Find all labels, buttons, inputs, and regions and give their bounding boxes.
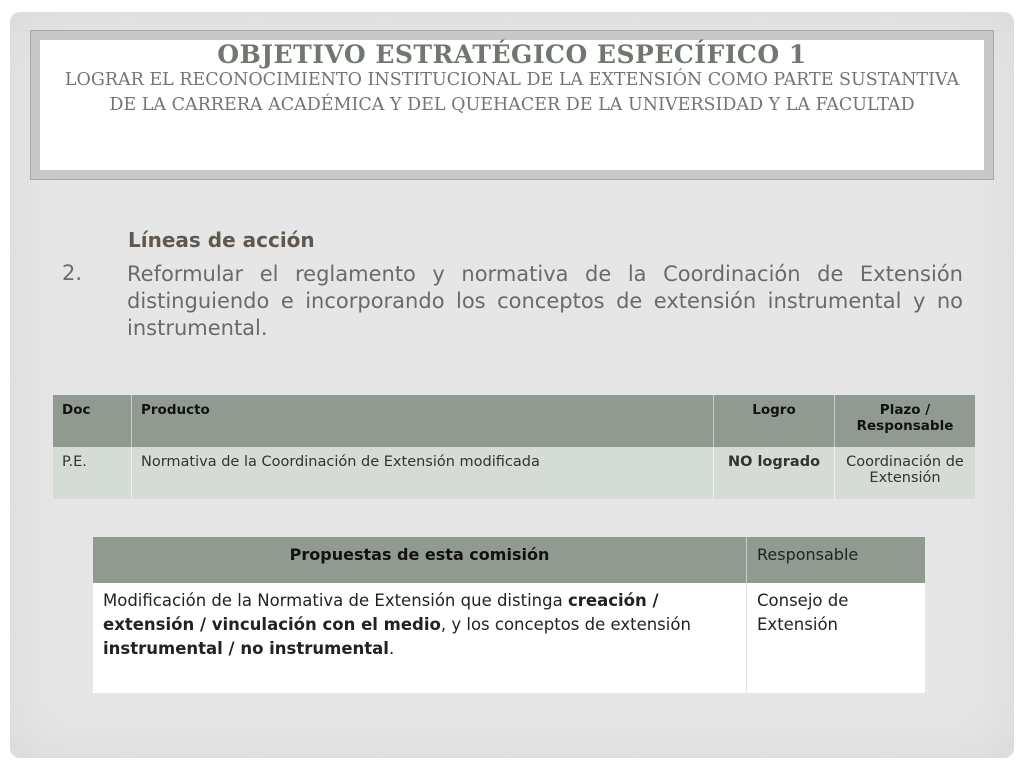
page-title: OBJETIVO ESTRATÉGICO ESPECÍFICO 1 — [217, 40, 807, 69]
title-box — [31, 31, 993, 179]
proposal-text-3: . — [388, 639, 395, 658]
header-producto: Producto — [132, 395, 714, 447]
page-subtitle: LOGRAR EL RECONOCIMIENTO INSTITUCIONAL DE LA EXTENSIÓN COMO PARTE SUSTANTIVA DE LA CARRERA ACADÉMICA Y DEL QUEHACER DE LA UNIVERSIDAD Y LA FACULTAD — [64, 70, 960, 115]
table-header-row — [93, 537, 925, 583]
proposal-text-1: Modificación de la Normativa de Extensión que distinga — [103, 591, 568, 610]
proposal-bold-1: creación / extensión / vinculación con el medio — [103, 591, 659, 634]
header-doc: Doc — [53, 395, 132, 447]
header-logro: Logro — [714, 395, 835, 447]
product-table — [53, 395, 975, 499]
cell-doc: P.E. — [53, 447, 132, 499]
table-row — [93, 583, 925, 693]
proposal-bold-2: instrumental / no instrumental — [103, 639, 389, 658]
status-badge: NO logrado — [727, 454, 821, 470]
section-heading: Líneas de acción — [128, 228, 315, 252]
header-responsable: Responsable — [747, 537, 926, 583]
header-plazo: Plazo / Responsable — [835, 395, 976, 447]
list-item-number: 2. — [62, 261, 83, 285]
header-propuestas: Propuestas de esta comisión — [93, 537, 747, 583]
cell-plazo: Coordinación de Extensión — [835, 447, 976, 499]
cell-responsable: Consejo de Extensión — [747, 583, 926, 693]
proposals-table — [93, 537, 925, 693]
proposal-text-2: , y los conceptos de extensión — [440, 615, 691, 634]
cell-producto: Normativa de la Coordinación de Extensión modificada — [132, 447, 714, 499]
table-row — [53, 447, 975, 499]
cell-propuesta — [93, 583, 747, 693]
cell-logro — [714, 447, 835, 499]
title-block — [40, 40, 984, 170]
list-item-text: Reformular el reglamento y normativa de la Coordinación de Extensión distinguiendo e incorporando los conceptos de extensión instrumental y no instrumental. — [127, 262, 963, 340]
table-header-row — [53, 395, 975, 447]
